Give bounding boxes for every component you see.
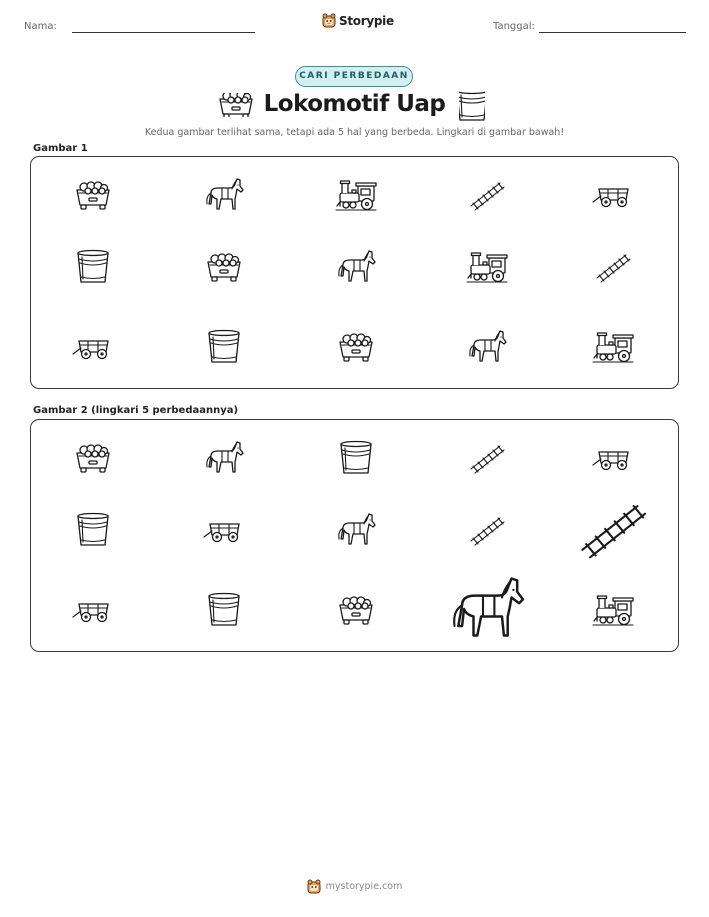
picture2-item-r1c4[interactable] bbox=[487, 459, 488, 460]
picture2-item-r3c5[interactable] bbox=[613, 611, 614, 612]
picture2-item-r3c2[interactable] bbox=[224, 611, 225, 612]
horse-icon bbox=[202, 437, 246, 481]
instruction-text: Kedua gambar terlihat sama, tetapi ada 5 hal yang berbeda. Lingkari di gambar bawah! bbox=[144, 127, 565, 138]
bucket-icon bbox=[202, 326, 246, 370]
train-icon bbox=[465, 246, 509, 290]
picture2-item-r2c4[interactable] bbox=[487, 531, 488, 532]
picture1-item-r2c1 bbox=[93, 268, 94, 269]
picture1-item-r2c2 bbox=[224, 268, 225, 269]
bucket-icon bbox=[71, 246, 115, 290]
horse-icon bbox=[334, 509, 378, 553]
bucket-icon bbox=[459, 91, 485, 121]
picture2-item-r3c3[interactable] bbox=[356, 611, 357, 612]
horse-icon bbox=[445, 569, 529, 653]
picture1-item-r3c2 bbox=[224, 348, 225, 349]
brand-name: Storypie bbox=[339, 13, 394, 28]
coal-cart-icon bbox=[202, 246, 246, 290]
picture1-label: Gambar 1 bbox=[33, 143, 88, 154]
picture1-item-r3c1 bbox=[93, 348, 94, 349]
picture2-item-r2c2[interactable] bbox=[224, 531, 225, 532]
picture1-item-r2c3 bbox=[356, 268, 357, 269]
picture1-item-r1c5 bbox=[613, 196, 614, 197]
horse-icon bbox=[202, 174, 246, 218]
horse-icon bbox=[465, 326, 509, 370]
page-title: Lokomotif Uap bbox=[263, 91, 446, 117]
track-icon bbox=[571, 489, 655, 573]
train-icon bbox=[591, 326, 635, 370]
picture2-item-r1c5[interactable] bbox=[613, 459, 614, 460]
brand-logo bbox=[322, 13, 394, 28]
train-icon bbox=[334, 174, 378, 218]
footer bbox=[0, 879, 709, 894]
horse-icon bbox=[334, 246, 378, 290]
picture2-item-r3c4[interactable] bbox=[487, 611, 488, 612]
picture1-item-r1c2 bbox=[224, 196, 225, 197]
coal-cart-icon bbox=[71, 437, 115, 481]
picture2-item-r2c3[interactable] bbox=[356, 531, 357, 532]
track-icon bbox=[465, 437, 509, 481]
train-icon bbox=[591, 589, 635, 633]
wagon-icon bbox=[202, 509, 246, 553]
picture2-item-r1c2[interactable] bbox=[224, 459, 225, 460]
wagon-icon bbox=[591, 437, 635, 481]
picture1-item-r1c3 bbox=[356, 196, 357, 197]
track-icon bbox=[465, 174, 509, 218]
date-label: Tanggal: bbox=[493, 21, 535, 32]
picture1-item-r3c5 bbox=[613, 348, 614, 349]
bucket-icon bbox=[71, 509, 115, 553]
picture1-item-r2c5 bbox=[613, 268, 614, 269]
track-icon bbox=[465, 509, 509, 553]
picture2-item-r1c1[interactable] bbox=[93, 459, 94, 460]
name-line bbox=[72, 32, 255, 33]
picture1-item-r1c1 bbox=[93, 196, 94, 197]
coal-cart-icon bbox=[71, 174, 115, 218]
picture1-item-r2c4 bbox=[487, 268, 488, 269]
track-icon bbox=[591, 246, 635, 290]
coal-cart-icon bbox=[334, 326, 378, 370]
coal-cart-icon bbox=[334, 589, 378, 633]
footer-site: mystorypie.com bbox=[325, 881, 403, 892]
wagon-icon bbox=[591, 174, 635, 218]
picture2-item-r3c1[interactable] bbox=[93, 611, 94, 612]
picture2-item-r1c3[interactable] bbox=[356, 459, 357, 460]
picture1-item-r1c4 bbox=[487, 196, 488, 197]
wagon-icon bbox=[71, 589, 115, 633]
bucket-icon bbox=[334, 437, 378, 481]
storypie-mascot-icon bbox=[307, 879, 321, 894]
date-line bbox=[539, 32, 686, 33]
picture2-label: Gambar 2 (lingkari 5 perbedaannya) bbox=[33, 405, 239, 416]
picture2-item-r2c1[interactable] bbox=[93, 531, 94, 532]
name-label: Nama: bbox=[24, 21, 57, 32]
bucket-icon bbox=[202, 589, 246, 633]
storypie-mascot-icon bbox=[322, 13, 336, 28]
picture1-item-r3c4 bbox=[487, 348, 488, 349]
picture1-item-r3c3 bbox=[356, 348, 357, 349]
worksheet-type-badge: CARI PERBEDAAN bbox=[295, 66, 413, 87]
wagon-icon bbox=[71, 326, 115, 370]
picture2-item-r2c5[interactable] bbox=[613, 531, 614, 532]
